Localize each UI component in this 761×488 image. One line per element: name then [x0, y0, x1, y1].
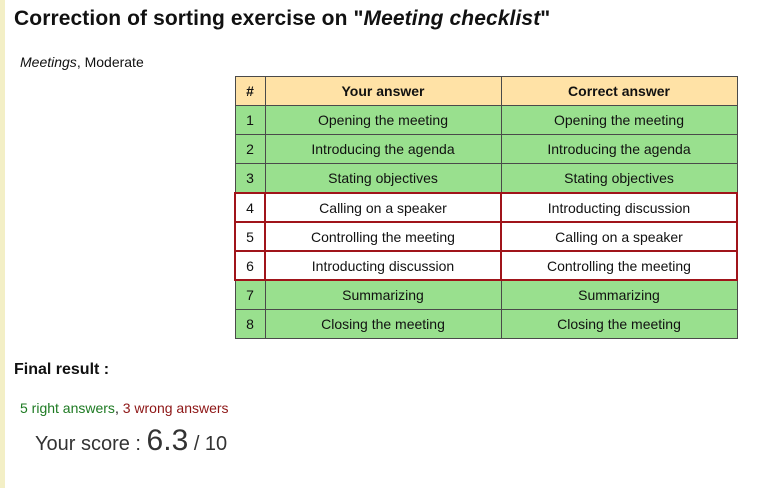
- header-correct-answer: Correct answer: [501, 77, 737, 106]
- correct-answer-cell: Opening the meeting: [501, 106, 737, 135]
- row-number: 5: [235, 222, 265, 251]
- exercise-meta: [20, 54, 144, 70]
- score-label: Your score :: [35, 433, 147, 455]
- your-answer-cell: Opening the meeting: [265, 106, 501, 135]
- table-row: [235, 106, 737, 135]
- row-number: 8: [235, 310, 265, 339]
- row-number: 7: [235, 280, 265, 310]
- table-row-wrong: [235, 193, 737, 222]
- wrong-answers-count: 3 wrong answers: [122, 400, 229, 416]
- correct-answer-cell: Introducing the agenda: [501, 135, 737, 164]
- your-answer-cell: Calling on a speaker: [265, 193, 501, 222]
- table-row: [235, 164, 737, 194]
- page-title: Correction of sorting exercise on "Meeting checklist": [14, 7, 551, 30]
- your-answer-cell: Controlling the meeting: [265, 222, 501, 251]
- row-number: 2: [235, 135, 265, 164]
- row-number: 4: [235, 193, 265, 222]
- row-number: 6: [235, 251, 265, 280]
- table-row: [235, 135, 737, 164]
- table-row-wrong: [235, 222, 737, 251]
- exercise-name: Meeting checklist: [363, 7, 541, 30]
- correct-answer-cell: Closing the meeting: [501, 310, 737, 339]
- level-label: , Moderate: [76, 54, 144, 70]
- your-answer-cell: Introducing the agenda: [265, 135, 501, 164]
- final-result-heading: Final result :: [14, 361, 110, 378]
- correct-answer-cell: Introducting discussion: [501, 193, 737, 222]
- row-number: 1: [235, 106, 265, 135]
- left-margin-bar: [0, 0, 5, 488]
- correct-answer-cell: Stating objectives: [501, 164, 737, 194]
- correct-answer-cell: Controlling the meeting: [501, 251, 737, 280]
- category-label: Meetings: [20, 54, 77, 70]
- score-max: / 10: [188, 433, 228, 455]
- correction-table: [234, 76, 738, 339]
- correct-answer-cell: Calling on a speaker: [501, 222, 737, 251]
- answers-summary: 5 right answers, 3 wrong answers: [20, 400, 229, 416]
- your-answer-cell: Summarizing: [265, 280, 501, 310]
- score-display: [35, 424, 227, 458]
- table-row-wrong: [235, 251, 737, 280]
- table-row: [235, 280, 737, 310]
- right-answers-count: 5 right answers: [20, 400, 115, 416]
- row-number: 3: [235, 164, 265, 194]
- your-answer-cell: Stating objectives: [265, 164, 501, 194]
- your-answer-cell: Introducting discussion: [265, 251, 501, 280]
- header-number: #: [235, 77, 265, 106]
- correct-answer-cell: Summarizing: [501, 280, 737, 310]
- header-your-answer: Your answer: [265, 77, 501, 106]
- table-row: [235, 310, 737, 339]
- score-value: 6.3: [146, 424, 189, 457]
- your-answer-cell: Closing the meeting: [265, 310, 501, 339]
- table-header-row: [235, 77, 737, 106]
